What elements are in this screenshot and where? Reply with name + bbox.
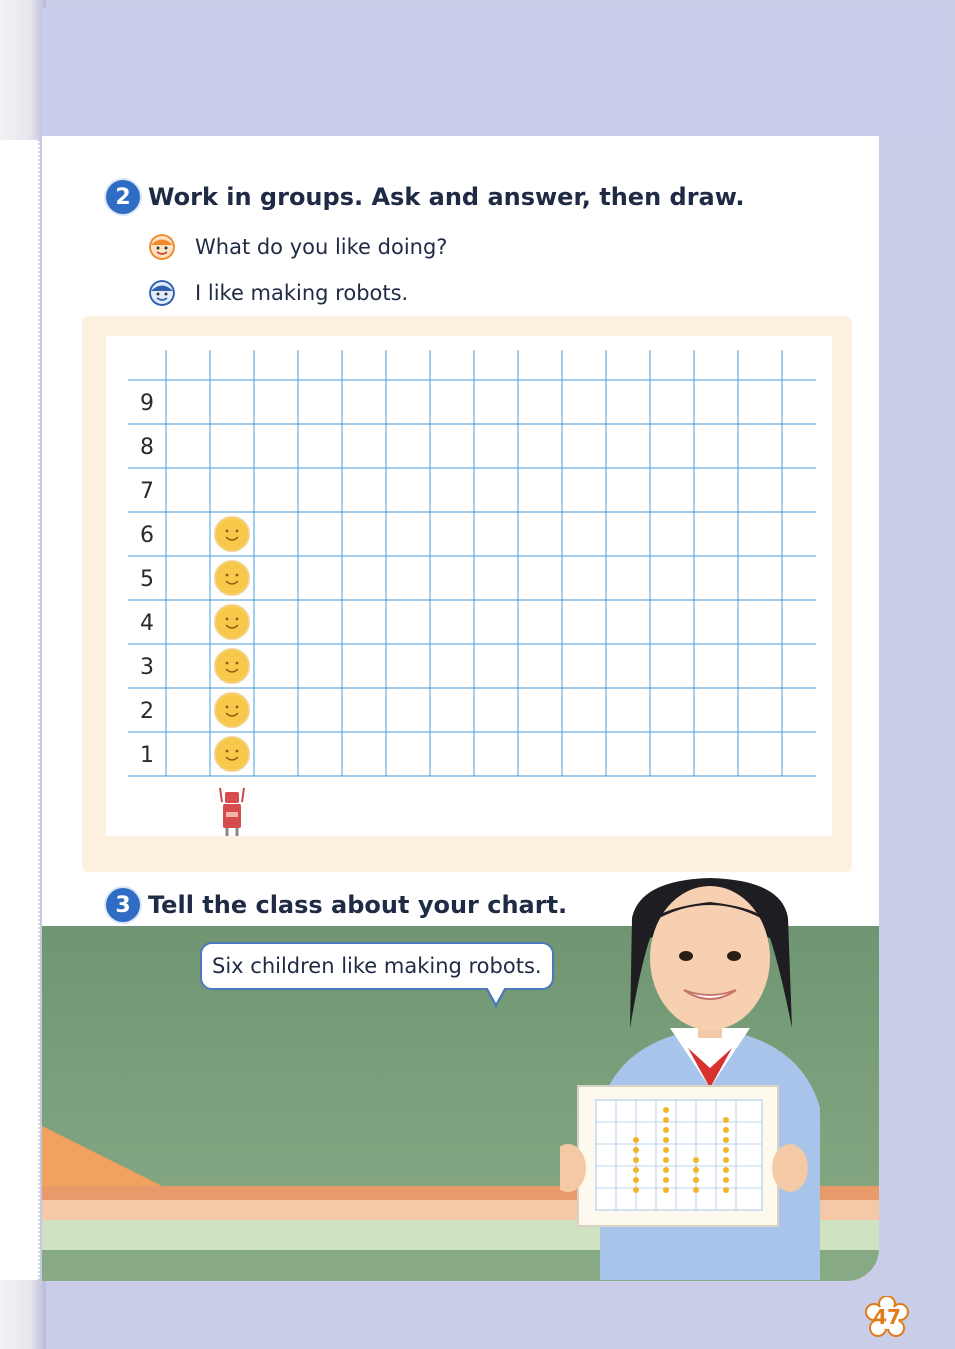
smiley-sticker [215,561,249,595]
exercise-3-instruction: Tell the class about your chart. [148,891,568,919]
smiley-eye [226,662,229,665]
orange-child-face-icon [149,234,175,260]
robot-icon [226,812,238,817]
smiley-sticker [215,517,249,551]
speech-bubble-tail-fill [486,985,506,1003]
smiley-eye [226,530,229,533]
y-tick-label: 3 [140,655,154,680]
robot-icon [225,792,239,803]
exercise-3-heading [106,888,567,922]
smiley-eye [226,574,229,577]
speech-bubble [200,942,554,990]
top-banner [42,8,947,136]
smiley-eye [236,750,239,753]
blue-child-face-icon [149,280,175,306]
speech-text: Six children like making robots. [212,954,542,978]
y-tick-label: 6 [140,523,154,548]
y-tick-label: 9 [140,391,154,416]
floor-decoration [42,1126,162,1186]
y-tick-label: 5 [140,567,154,592]
page-number: 47 [873,1305,901,1329]
y-tick-label: 2 [140,699,154,724]
smiley-eye [236,662,239,665]
smiley-eye [226,618,229,621]
y-tick-label: 8 [140,435,154,460]
y-tick-label: 7 [140,479,154,504]
left-page-edge [0,140,40,1280]
smiley-eye [226,706,229,709]
smiley-eye [236,574,239,577]
y-tick-label: 1 [140,743,154,768]
robot-icon [220,788,222,802]
smiley-eye [226,750,229,753]
dialogue-answer [149,280,408,306]
chart-panel [106,336,832,836]
student-girl-photo [560,878,860,1280]
smiley-sticker [215,649,249,683]
dialogue-question [149,234,447,260]
question-text: What do you like doing? [195,235,448,259]
smiley-sticker [215,693,249,727]
exercise-number-badge: 3 [106,888,140,922]
smiley-eye [236,530,239,533]
exercise-2-heading [106,180,744,214]
y-tick-label: 4 [140,611,154,636]
smiley-sticker [215,605,249,639]
answer-text: I like making robots. [195,281,409,305]
smiley-eye [236,618,239,621]
robot-icon [242,788,244,802]
exercise-2-instruction: Work in groups. Ask and answer, then draw. [148,183,745,211]
smiley-eye [236,706,239,709]
smiley-sticker [215,737,249,771]
page-number-badge [865,1296,909,1338]
exercise-number-badge: 2 [106,180,140,214]
pictograph-chart [106,336,832,836]
